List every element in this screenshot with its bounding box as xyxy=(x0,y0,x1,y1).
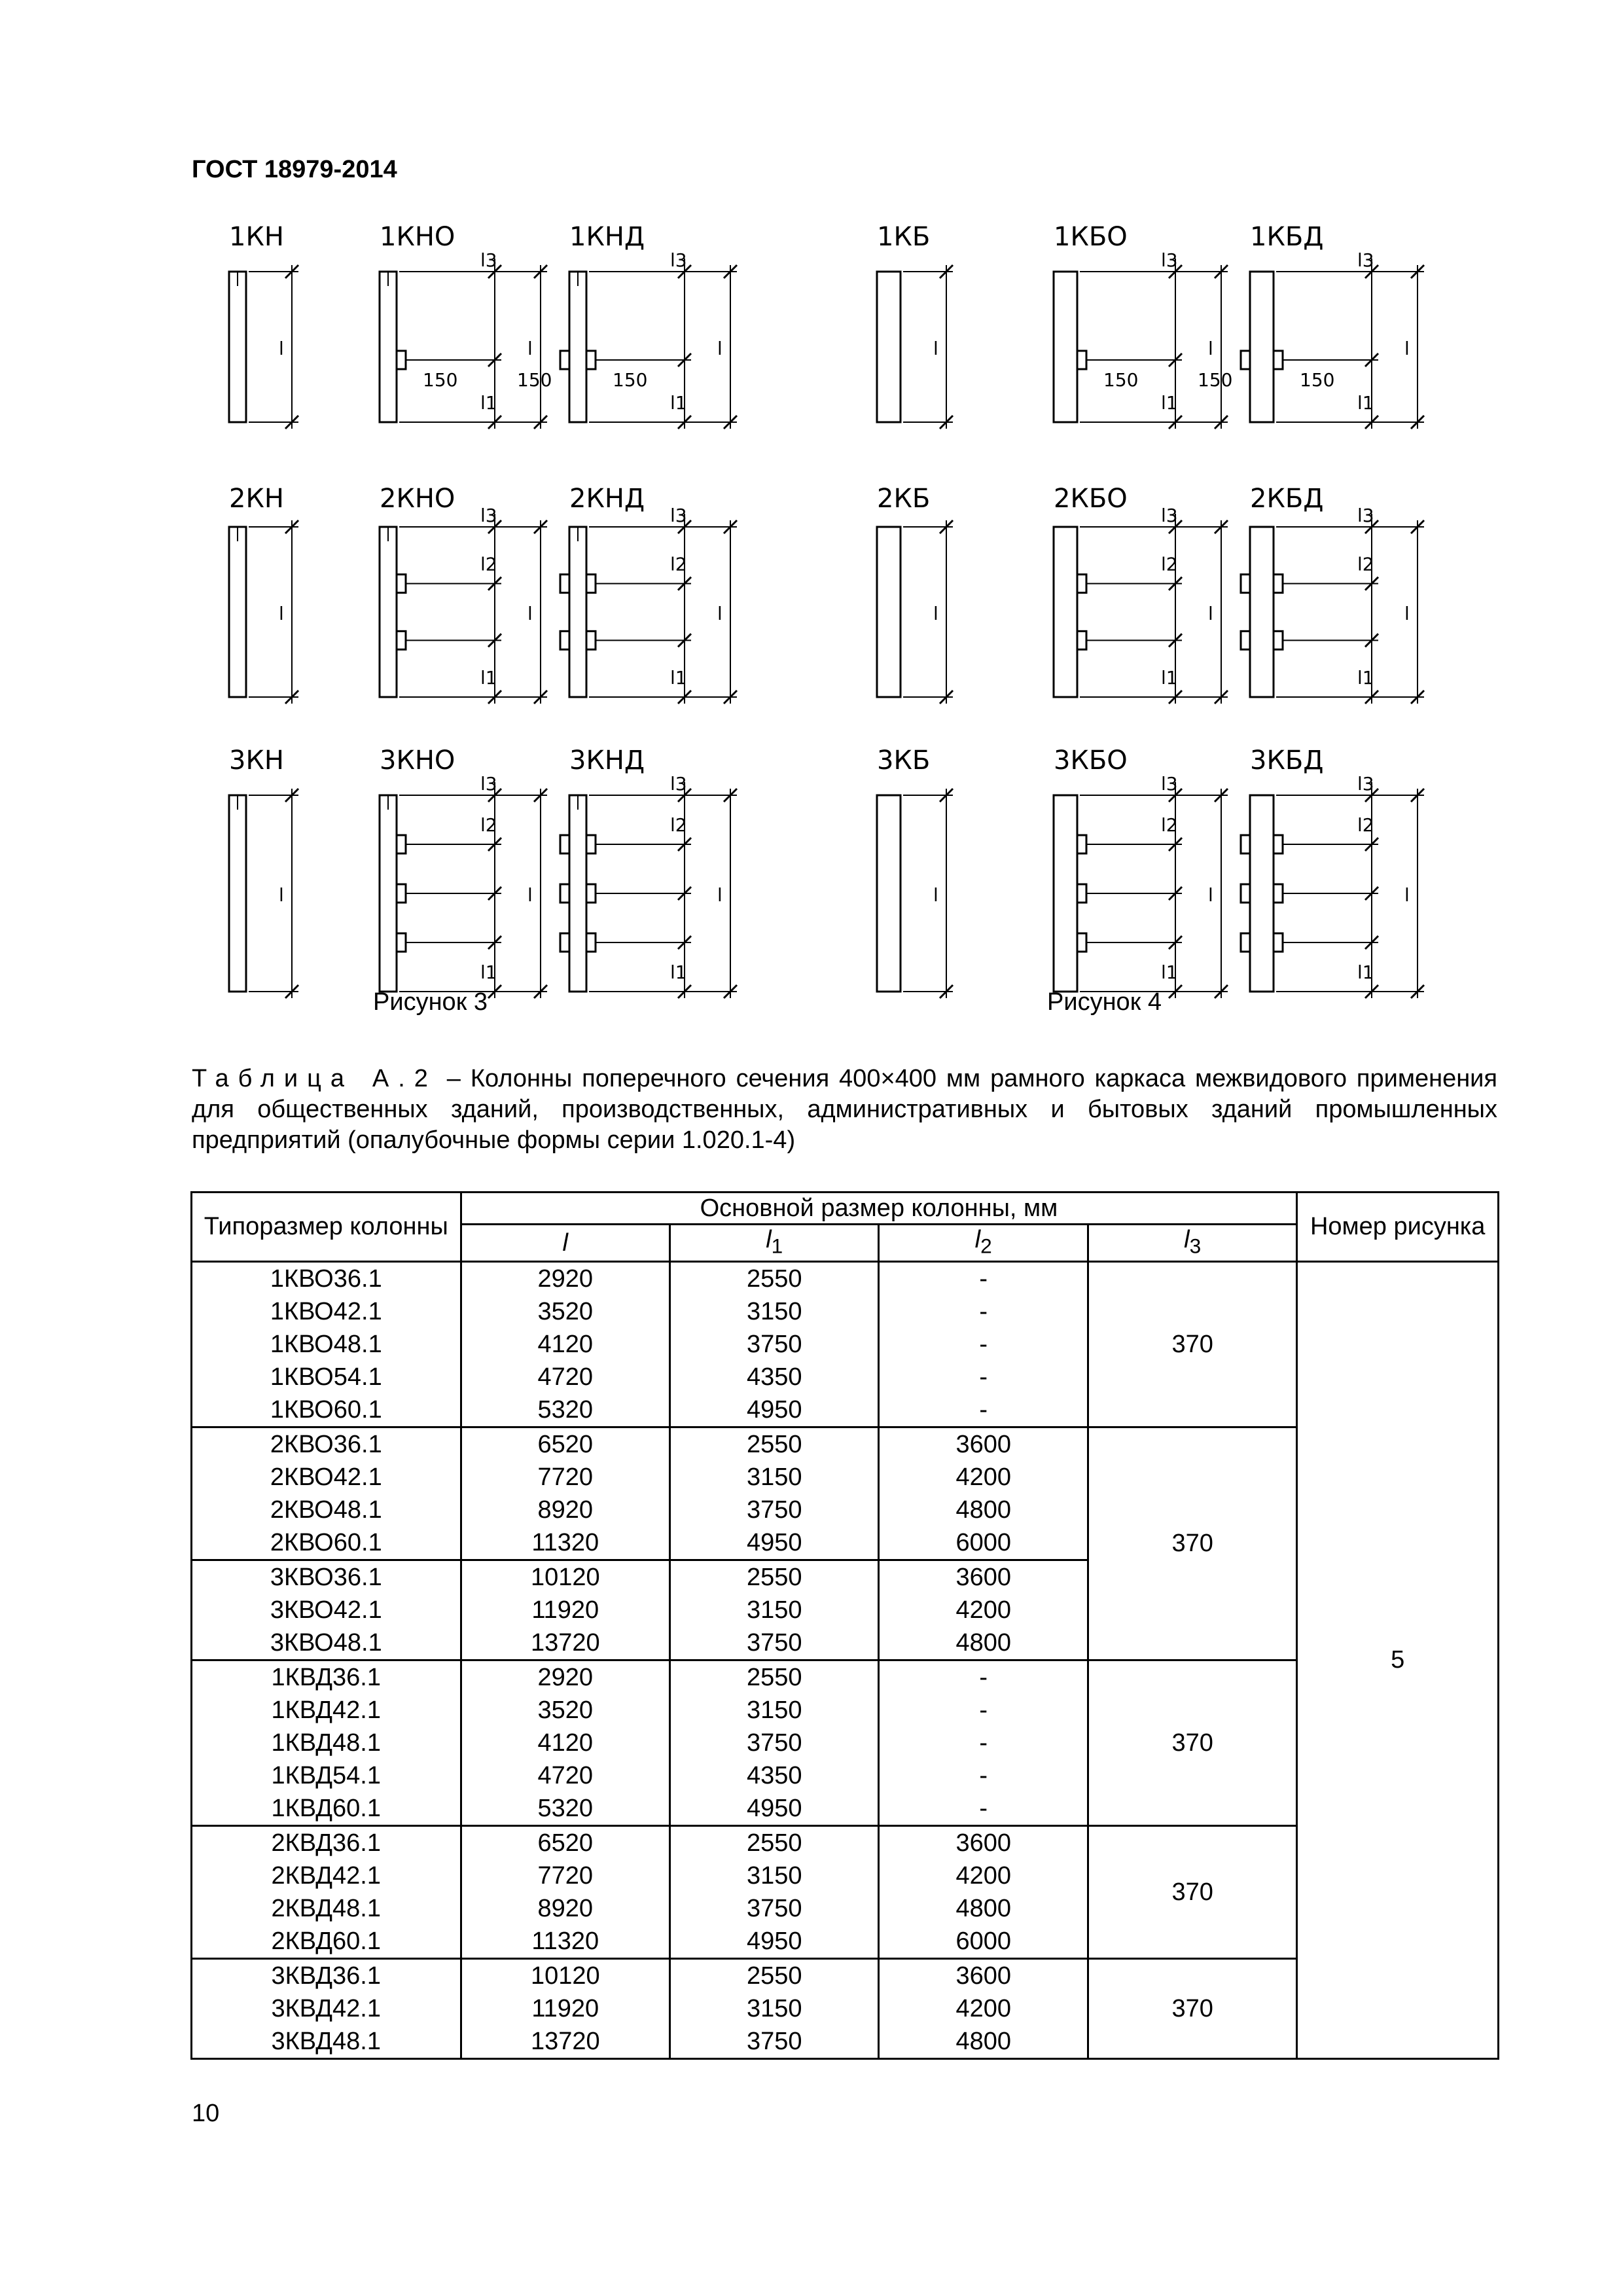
cell-type: 3КВД48.1 xyxy=(192,2025,461,2059)
cell-l: 10120 xyxy=(461,1560,670,1594)
cell-l3: 370 xyxy=(1088,1261,1296,1427)
column-console xyxy=(1077,835,1086,853)
column-type-label: 1КБД xyxy=(1250,222,1324,252)
cell-type: 3КВО42.1 xyxy=(192,1594,461,1626)
column-type-label: 3КБО xyxy=(1054,745,1128,776)
cell-type: 2КВО48.1 xyxy=(192,1494,461,1526)
cell-l2: - xyxy=(879,1261,1088,1295)
cell-l: 6520 xyxy=(461,1427,670,1461)
dimension-l1-label: l1 xyxy=(1161,667,1178,689)
cell-type: 1КВО48.1 xyxy=(192,1328,461,1361)
cell-l: 6520 xyxy=(461,1825,670,1859)
cell-type: 3КВД36.1 xyxy=(192,1958,461,1992)
dimension-150-label: 150 xyxy=(517,369,552,391)
dimension-150-label: 150 xyxy=(423,369,458,391)
cell-type: 2КВД60.1 xyxy=(192,1925,461,1959)
cell-l: 8920 xyxy=(461,1892,670,1925)
column-console xyxy=(586,933,596,952)
dimension-150-label: 150 xyxy=(1300,369,1335,391)
column-type-label: 1КБО xyxy=(1054,222,1128,252)
cell-l: 4120 xyxy=(461,1328,670,1361)
cell-l3: 370 xyxy=(1088,1825,1296,1958)
table-row xyxy=(192,1261,1499,1295)
dimension-l2-label: l2 xyxy=(670,814,687,836)
dimension-l3-label: l3 xyxy=(480,249,497,271)
cell-l3: 370 xyxy=(1088,1958,1296,2058)
dimension-l2-label: l2 xyxy=(480,814,497,836)
figure-3-caption: Рисунок 3 xyxy=(373,988,488,1016)
cell-l1: 3750 xyxy=(670,1892,879,1925)
dimension-l2-label: l2 xyxy=(1357,814,1374,836)
cell-l1: 3150 xyxy=(670,1992,879,2025)
cell-l2: 4200 xyxy=(879,1859,1088,1892)
column-console xyxy=(1241,835,1250,853)
cell-l1: 4950 xyxy=(670,1792,879,1826)
column-type-label: 2КБО xyxy=(1054,484,1128,514)
dimension-l1-label: l1 xyxy=(1357,961,1374,983)
cell-l1: 4350 xyxy=(670,1759,879,1792)
cell-type: 1КВО42.1 xyxy=(192,1295,461,1328)
column-console xyxy=(560,933,569,952)
dimension-l-label: l xyxy=(717,603,722,624)
cell-l1: 4950 xyxy=(670,1925,879,1959)
cell-l3: 370 xyxy=(1088,1427,1296,1660)
column-console xyxy=(397,835,406,853)
dimension-l3-label: l3 xyxy=(480,773,497,795)
column-outline xyxy=(380,527,397,697)
column-console xyxy=(560,884,569,903)
cell-l: 4120 xyxy=(461,1727,670,1759)
figure-4-caption: Рисунок 4 xyxy=(1047,988,1162,1016)
cell-l1: 2550 xyxy=(670,1427,879,1461)
cell-l2: 6000 xyxy=(879,1925,1088,1959)
column-console xyxy=(560,351,569,369)
column-type-label: 2КНО xyxy=(380,484,455,514)
dimension-l-label: l xyxy=(933,338,938,359)
column-outline xyxy=(229,795,246,992)
cell-l: 4720 xyxy=(461,1759,670,1792)
dimension-l1-label: l1 xyxy=(670,667,687,689)
dimension-150-label: 150 xyxy=(1103,369,1139,391)
cell-l1: 3150 xyxy=(670,1594,879,1626)
column-type-label: 2КН xyxy=(229,484,284,514)
cell-l1: 2550 xyxy=(670,1958,879,1992)
dimension-150-label: 150 xyxy=(613,369,648,391)
cell-l1: 2550 xyxy=(670,1560,879,1594)
cell-l2: - xyxy=(879,1792,1088,1826)
dimension-l3-label: l3 xyxy=(480,505,497,526)
cell-l1: 3750 xyxy=(670,1626,879,1660)
cell-l: 13720 xyxy=(461,1626,670,1660)
column-console xyxy=(586,884,596,903)
cell-l2: 3600 xyxy=(879,1427,1088,1461)
cell-type: 3КВО48.1 xyxy=(192,1626,461,1660)
cell-l: 5320 xyxy=(461,1393,670,1427)
dimension-l-label: l xyxy=(279,603,284,624)
dimension-l3-label: l3 xyxy=(670,249,687,271)
column-outline xyxy=(1250,795,1274,992)
cell-l1: 3750 xyxy=(670,1328,879,1361)
cell-l: 5320 xyxy=(461,1792,670,1826)
cell-l: 2920 xyxy=(461,1660,670,1694)
dimension-l1-label: l1 xyxy=(670,961,687,983)
cell-l1: 4950 xyxy=(670,1526,879,1560)
cell-l2: 4800 xyxy=(879,1626,1088,1660)
dimension-l-label: l xyxy=(1404,603,1410,624)
column-outline xyxy=(1054,272,1077,422)
cell-type: 1КВО54.1 xyxy=(192,1361,461,1393)
column-console xyxy=(1077,884,1086,903)
cell-l1: 2550 xyxy=(670,1261,879,1295)
cell-type: 2КВД36.1 xyxy=(192,1825,461,1859)
cell-l: 7720 xyxy=(461,1859,670,1892)
dimension-l-label: l xyxy=(717,884,722,906)
column-console xyxy=(1274,631,1283,649)
dimension-l-label: l xyxy=(933,603,938,624)
cell-l2: - xyxy=(879,1361,1088,1393)
cell-type: 2КВО60.1 xyxy=(192,1526,461,1560)
column-type-label: 3КБ xyxy=(877,745,931,776)
header-main-size: Основной размер колонны, мм xyxy=(461,1193,1297,1225)
cell-l: 11320 xyxy=(461,1925,670,1959)
cell-l2: - xyxy=(879,1694,1088,1727)
column-console xyxy=(397,933,406,952)
cell-l2: 4800 xyxy=(879,2025,1088,2059)
column-outline xyxy=(1054,795,1077,992)
dimension-l1-label: l1 xyxy=(1161,392,1178,414)
column-outline xyxy=(1054,527,1077,697)
header-l3: $l_3$ xyxy=(1088,1225,1296,1262)
cell-l: 4720 xyxy=(461,1361,670,1393)
cell-type: 2КВД48.1 xyxy=(192,1892,461,1925)
cell-l1: 3750 xyxy=(670,2025,879,2059)
column-drawings-figure xyxy=(183,209,1440,1047)
column-outline xyxy=(1250,527,1274,697)
cell-l2: - xyxy=(879,1328,1088,1361)
cell-l2: 4200 xyxy=(879,1461,1088,1494)
column-outline xyxy=(569,527,586,697)
column-outline xyxy=(877,795,901,992)
column-console xyxy=(1077,631,1086,649)
dimension-l-label: l xyxy=(1208,603,1213,624)
column-console xyxy=(1241,884,1250,903)
cell-l1: 3750 xyxy=(670,1494,879,1526)
cell-l1: 2550 xyxy=(670,1660,879,1694)
cell-type: 2КВД42.1 xyxy=(192,1859,461,1892)
column-outline xyxy=(380,795,397,992)
cell-l: 11320 xyxy=(461,1526,670,1560)
dimension-l-label: l xyxy=(1404,338,1410,359)
dimension-l3-label: l3 xyxy=(1161,505,1178,526)
column-outline xyxy=(229,272,246,422)
dimension-l3-label: l3 xyxy=(670,505,687,526)
cell-l1: 3150 xyxy=(670,1295,879,1328)
column-outline xyxy=(569,795,586,992)
header-l2: $l_2$ xyxy=(879,1225,1088,1262)
dimension-l-label: l xyxy=(279,884,284,906)
column-type-label: 3КБД xyxy=(1250,745,1324,776)
cell-l2: 4800 xyxy=(879,1494,1088,1526)
column-type-label: 1КН xyxy=(229,222,284,252)
dimension-l3-label: l3 xyxy=(1357,773,1374,795)
dimension-l1-label: l1 xyxy=(1357,392,1374,414)
table-caption-label: Таблица А.2 xyxy=(192,1065,437,1092)
dimension-l2-label: l2 xyxy=(1161,814,1178,836)
dimension-l1-label: l1 xyxy=(480,667,497,689)
cell-l: 10120 xyxy=(461,1958,670,1992)
column-type-label: 3КН xyxy=(229,745,284,776)
dimension-l-label: l xyxy=(527,603,533,624)
cell-type: 1КВД42.1 xyxy=(192,1694,461,1727)
column-outline xyxy=(877,272,901,422)
cell-l: 3520 xyxy=(461,1694,670,1727)
dimension-l1-label: l1 xyxy=(480,392,497,414)
cell-l: 11920 xyxy=(461,1594,670,1626)
table-caption xyxy=(192,1064,1497,1156)
column-console xyxy=(397,631,406,649)
cell-type: 2КВО36.1 xyxy=(192,1427,461,1461)
dimension-l2-label: l2 xyxy=(1161,553,1178,575)
cell-l1: 3150 xyxy=(670,1694,879,1727)
dimension-l-label: l xyxy=(527,338,533,359)
column-console xyxy=(1241,933,1250,952)
table-caption-text: – Колонны поперечного сечения 400×400 мм рамного каркаса межвидового применения для общественных зданий, производственных, административных и бытовых зданий промышленных предприятий (опалубочные формы серии 1.020.1-4) xyxy=(192,1065,1497,1154)
column-outline xyxy=(569,272,586,422)
cell-type: 1КВД48.1 xyxy=(192,1727,461,1759)
dimension-l-label: l xyxy=(279,338,284,359)
column-console xyxy=(586,631,596,649)
column-console xyxy=(1274,884,1283,903)
dimension-l2-label: l2 xyxy=(1357,553,1374,575)
document-header: ГОСТ 18979-2014 xyxy=(192,156,397,183)
column-type-label: 1КНД xyxy=(569,222,645,252)
cell-l1: 4950 xyxy=(670,1393,879,1427)
dimension-l2-label: l2 xyxy=(480,553,497,575)
cell-l2: 4800 xyxy=(879,1892,1088,1925)
column-console xyxy=(1077,351,1086,369)
column-console xyxy=(586,835,596,853)
column-console xyxy=(1274,835,1283,853)
dimension-l3-label: l3 xyxy=(1357,505,1374,526)
dimension-l2-label: l2 xyxy=(670,553,687,575)
column-console xyxy=(560,575,569,593)
cell-l2: 3600 xyxy=(879,1958,1088,1992)
column-console xyxy=(1077,575,1086,593)
dimension-150-label: 150 xyxy=(1198,369,1233,391)
cell-l1: 4350 xyxy=(670,1361,879,1393)
header-figure-number: Номер рисунка xyxy=(1297,1193,1499,1262)
column-outline xyxy=(380,272,397,422)
dimension-l1-label: l1 xyxy=(1161,961,1178,983)
column-outline xyxy=(229,527,246,697)
column-type-label: 1КБ xyxy=(877,222,931,252)
page-number: 10 xyxy=(192,2100,220,2127)
column-type-label: 3КНД xyxy=(569,745,645,776)
dimension-l1-label: l1 xyxy=(670,392,687,414)
cell-type: 2КВО42.1 xyxy=(192,1461,461,1494)
column-type-label: 2КБД xyxy=(1250,484,1324,514)
cell-type: 3КВД42.1 xyxy=(192,1992,461,2025)
cell-l2: - xyxy=(879,1759,1088,1792)
dimension-l-label: l xyxy=(527,884,533,906)
column-outline xyxy=(1250,272,1274,422)
column-console xyxy=(397,575,406,593)
cell-l2: 3600 xyxy=(879,1560,1088,1594)
header-type: Типоразмер колонны xyxy=(192,1193,461,1262)
column-console xyxy=(586,351,596,369)
cell-l3: 370 xyxy=(1088,1660,1296,1825)
cell-l2: - xyxy=(879,1393,1088,1427)
cell-l2: 4200 xyxy=(879,1992,1088,2025)
column-console xyxy=(1274,351,1283,369)
column-console xyxy=(397,351,406,369)
cell-l2: 6000 xyxy=(879,1526,1088,1560)
cell-type: 1КВО36.1 xyxy=(192,1261,461,1295)
dimension-l3-label: l3 xyxy=(1357,249,1374,271)
column-console xyxy=(397,884,406,903)
cell-l: 11920 xyxy=(461,1992,670,2025)
cell-l2: - xyxy=(879,1295,1088,1328)
column-type-label: 1КНО xyxy=(380,222,455,252)
cell-type: 1КВД36.1 xyxy=(192,1660,461,1694)
cell-type: 1КВО60.1 xyxy=(192,1393,461,1427)
cell-l2: 4200 xyxy=(879,1594,1088,1626)
cell-l2: 3600 xyxy=(879,1825,1088,1859)
cell-type: 1КВД60.1 xyxy=(192,1792,461,1826)
cell-l: 2920 xyxy=(461,1261,670,1295)
cell-figure-number: 5 xyxy=(1297,1261,1499,2058)
column-console xyxy=(1241,351,1250,369)
dimension-l-label: l xyxy=(1404,884,1410,906)
dimension-l1-label: l1 xyxy=(1357,667,1374,689)
cell-l1: 3150 xyxy=(670,1461,879,1494)
dimension-l-label: l xyxy=(717,338,722,359)
cell-type: 1КВД54.1 xyxy=(192,1759,461,1792)
column-type-label: 2КБ xyxy=(877,484,931,514)
header-l: l xyxy=(461,1225,670,1262)
header-l1: $l_1$ xyxy=(670,1225,879,1262)
dimension-l1-label: l1 xyxy=(480,961,497,983)
column-type-label: 3КНО xyxy=(380,745,455,776)
column-console xyxy=(560,835,569,853)
cell-l: 7720 xyxy=(461,1461,670,1494)
dimension-l3-label: l3 xyxy=(670,773,687,795)
dimension-l-label: l xyxy=(1208,884,1213,906)
dimension-l3-label: l3 xyxy=(1161,773,1178,795)
columns-table xyxy=(190,1191,1499,2060)
column-type-label: 2КНД xyxy=(569,484,645,514)
cell-l1: 3750 xyxy=(670,1727,879,1759)
column-console xyxy=(586,575,596,593)
column-console xyxy=(560,631,569,649)
cell-l: 13720 xyxy=(461,2025,670,2059)
column-outline xyxy=(877,527,901,697)
cell-type: 3КВО36.1 xyxy=(192,1560,461,1594)
table-body xyxy=(192,1261,1499,2058)
column-console xyxy=(1241,631,1250,649)
cell-l: 8920 xyxy=(461,1494,670,1526)
cell-l2: - xyxy=(879,1660,1088,1694)
dimension-l-label: l xyxy=(933,884,938,906)
column-console xyxy=(1077,933,1086,952)
cell-l1: 2550 xyxy=(670,1825,879,1859)
dimension-l3-label: l3 xyxy=(1161,249,1178,271)
column-console xyxy=(1274,575,1283,593)
cell-l1: 3150 xyxy=(670,1859,879,1892)
column-console xyxy=(1274,933,1283,952)
dimension-l-label: l xyxy=(1208,338,1213,359)
cell-l: 3520 xyxy=(461,1295,670,1328)
column-console xyxy=(1241,575,1250,593)
cell-l2: - xyxy=(879,1727,1088,1759)
